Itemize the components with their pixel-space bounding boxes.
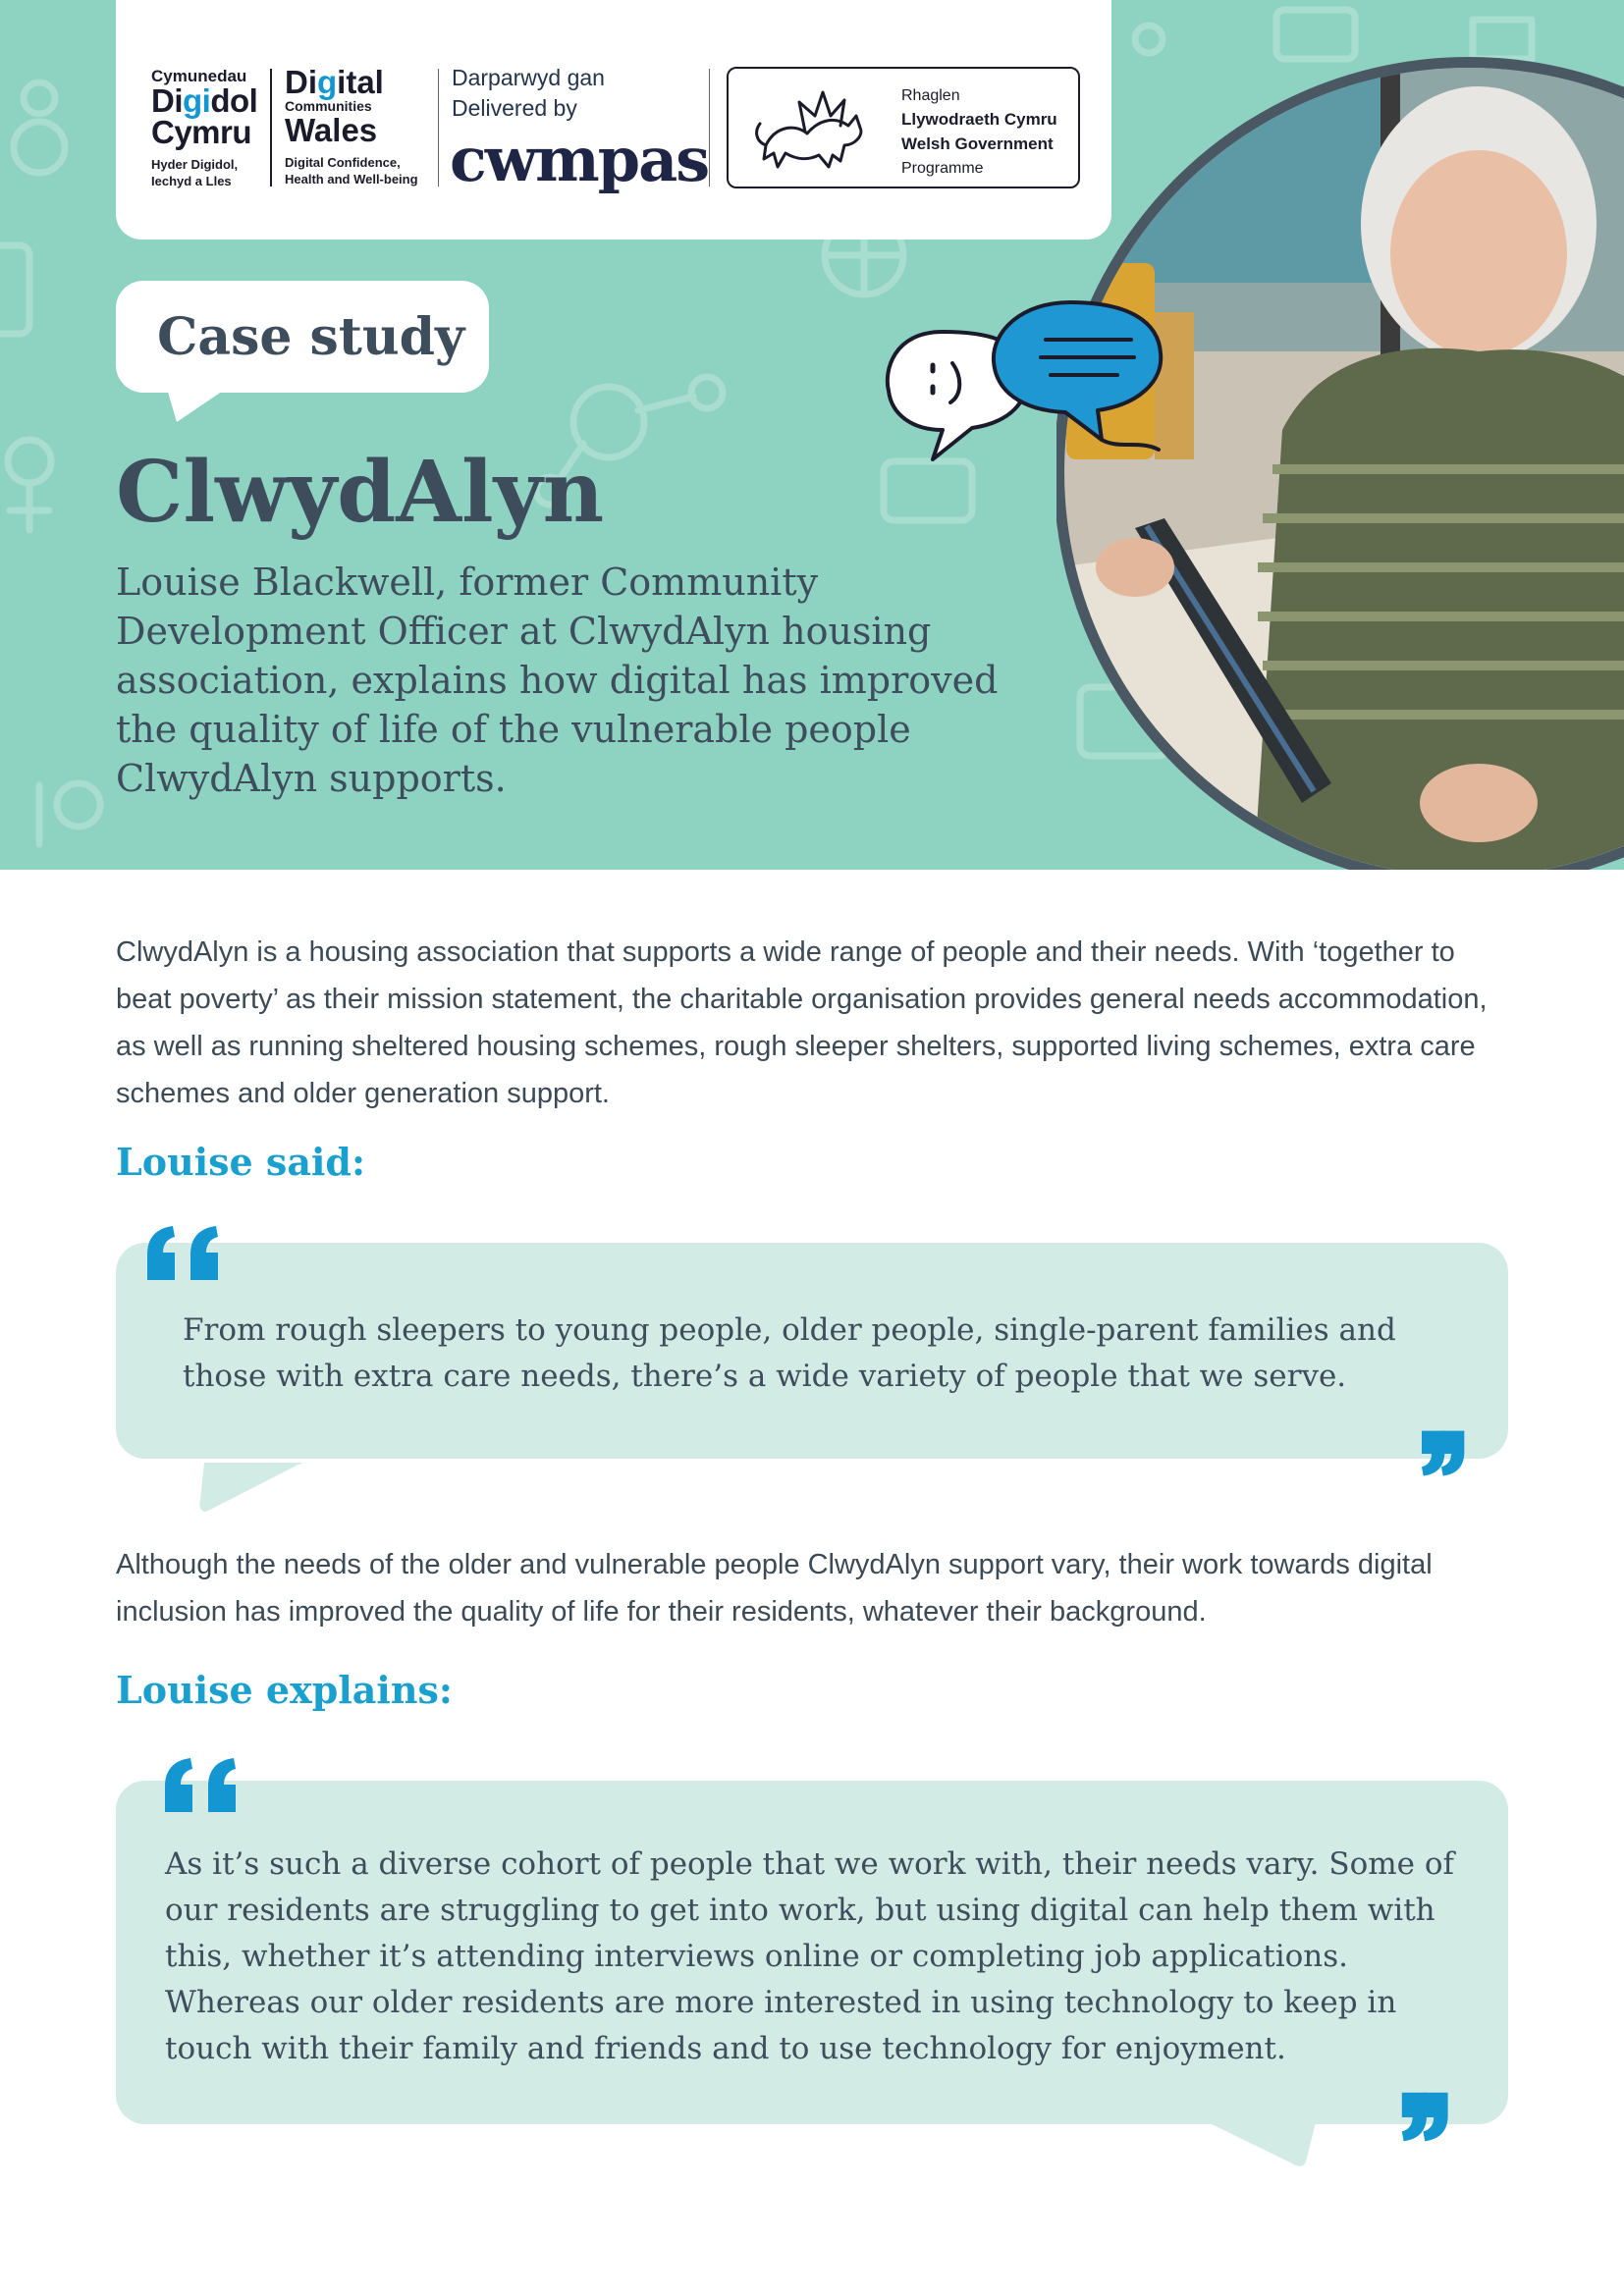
intro-paragraph: ClwydAlyn is a housing association that supports a wide range of people and their needs. With ‘together to beat poverty’ as their mission statement, the charitable organisation provides general needs accommodation, as well as running sheltered housing schemes, rough sleeper shelters, supported living schemes, extra care schemes and older generation support.: [116, 936, 1488, 1109]
welsh-dragon-icon: [746, 77, 874, 179]
logo-divider: [438, 69, 439, 187]
section-heading-louise-explains: Louise explains:: [116, 1668, 453, 1712]
close-quote-icon: [1380, 2091, 1455, 2144]
quote-text-2: As it’s such a diverse cohort of people that we work with, their needs vary. Some of our residents are struggling to get into work, but using digital can help them with this, whether it’s attending interviews online or completing job applications. Whereas our older residents are more interested in using technology to keep in touch with their family and friends and to use technology for enjoyment.: [165, 1846, 1455, 2066]
cwmpas-logo: cwmpas: [450, 124, 709, 195]
page-title: ClwydAlyn: [116, 443, 605, 542]
welsh-government-programme-logo: Rhaglen Llywodraeth Cymru Welsh Government Programme: [727, 67, 1080, 188]
logo-divider: [709, 69, 710, 187]
bubble-tail: [167, 389, 226, 422]
body-paragraph-2: Although the needs of the older and vulnerable people ClwydAlyn support vary, their work towards digital inclusion has improved the quality of life for their residents, whatever their background.: [116, 1549, 1433, 1628]
open-quote-icon: [163, 1757, 242, 1816]
case-study-bubble: [116, 281, 489, 393]
speech-bubbles-icon: [874, 293, 1198, 469]
page-subtitle: Louise Blackwell, former Community Development Officer at ClwydAlyn housing association, explains how digital has improved the quality of life of the vulnerable people ClwydAlyn supports.: [116, 561, 999, 800]
quote-bubble-tail: [116, 1463, 312, 1512]
hero-banner: [0, 0, 1624, 870]
close-quote-icon: [1402, 1429, 1471, 1478]
digital-communities-wales-logo-cymraeg: Cymunedau Digidol Cymru Hyder Digidol, Iechyd a Lles: [151, 67, 258, 188]
case-study-label: Case study: [157, 307, 465, 367]
quote-text-1: From rough sleepers to young people, older people, single-parent families and those with extra care needs, there’s a wide variety of people that we serve.: [183, 1312, 1396, 1394]
section-heading-louise-said: Louise said:: [116, 1140, 365, 1184]
digital-communities-wales-logo-english: Digital Communities Wales Digital Confidence, Health and Well-being: [285, 64, 418, 187]
logo-header: [116, 0, 1111, 240]
logo-divider: [270, 69, 272, 187]
open-quote-icon: [145, 1225, 224, 1284]
quote-bubble-tail: [1208, 2122, 1326, 2167]
delivered-by-text: Darparwyd gan Delivered by: [452, 65, 605, 121]
